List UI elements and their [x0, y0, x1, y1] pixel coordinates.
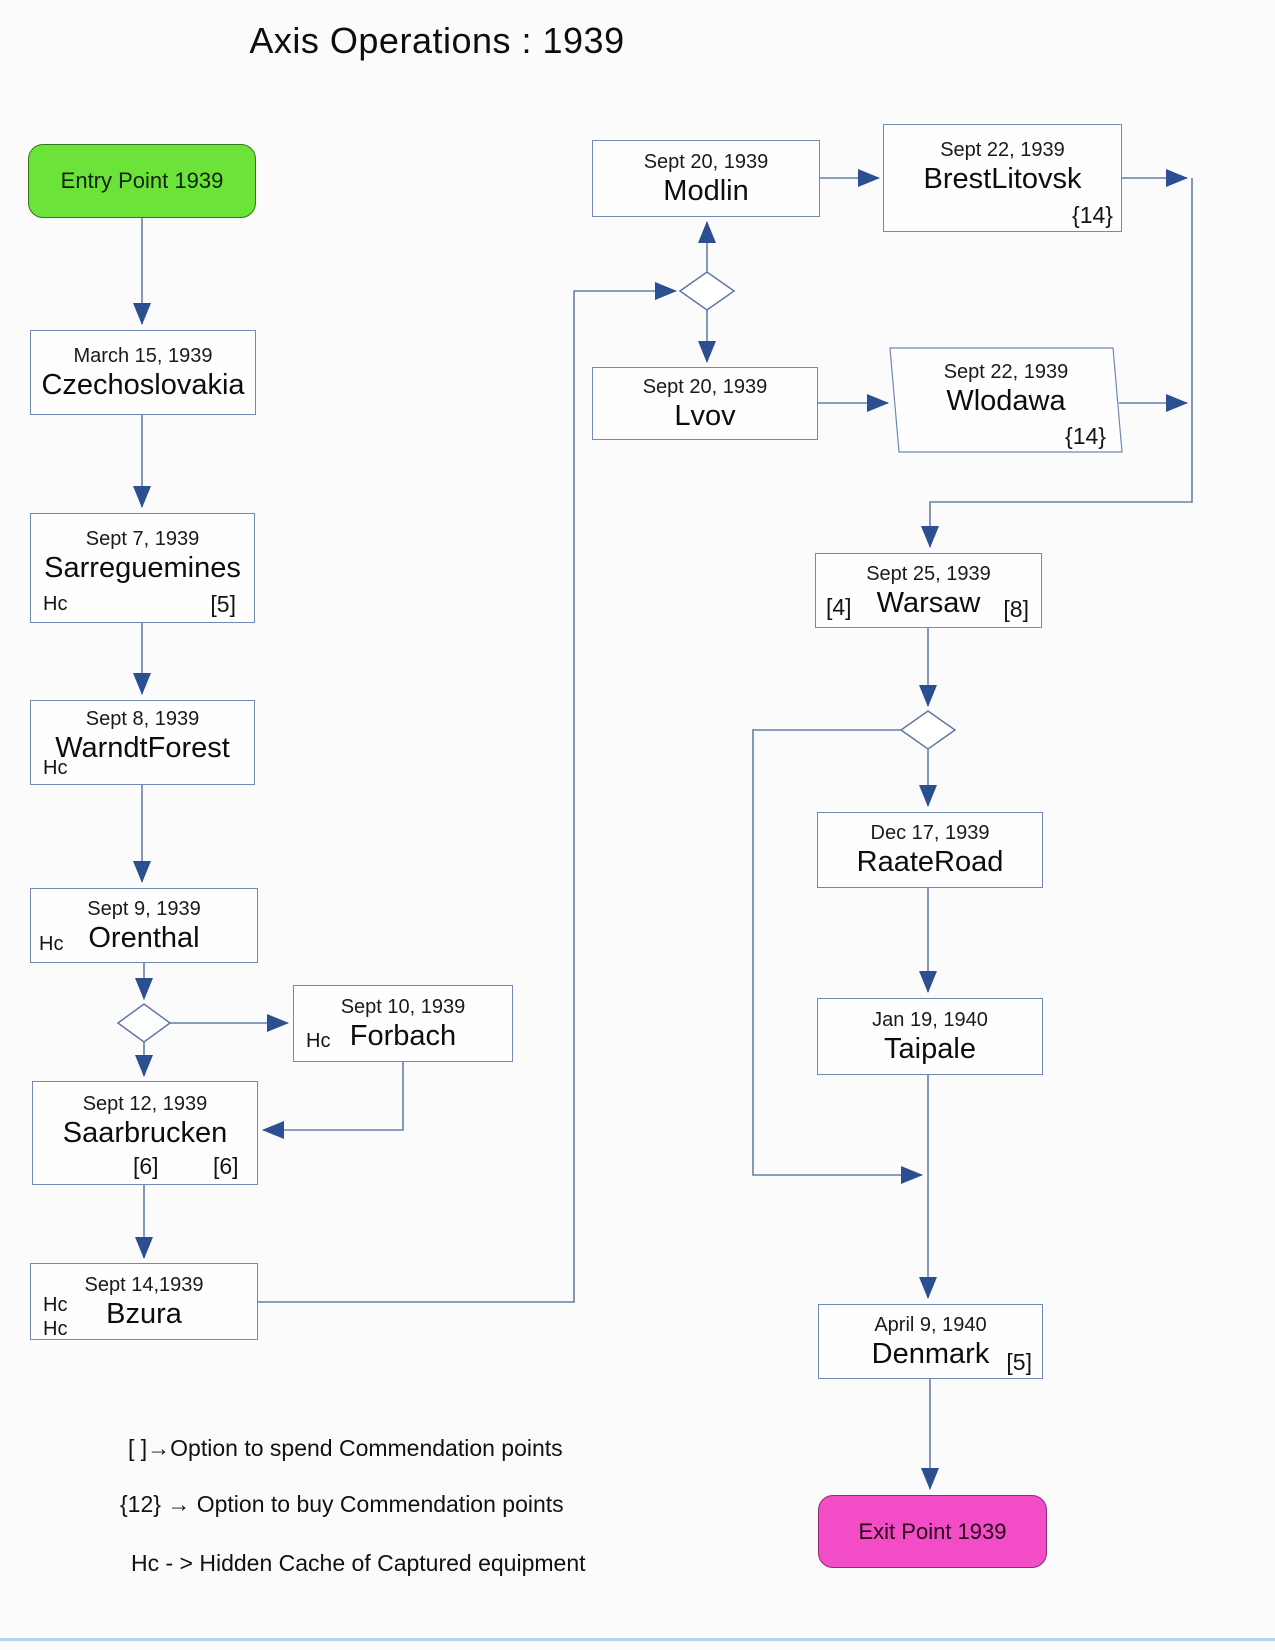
flow-node-brestlitovsk — [883, 124, 1122, 232]
node-date: Sept 25, 1939 — [866, 562, 991, 585]
bottom-divider — [0, 1638, 1275, 1641]
hidden-cache-tag: Hc — [43, 1318, 68, 1340]
node-name: Taipale — [884, 1032, 976, 1065]
node-name: Bzura — [106, 1297, 182, 1330]
decision-diamond-warsaw — [901, 711, 955, 749]
edge-diamond3-skip-loop — [753, 730, 922, 1175]
node-date: Sept 8, 1939 — [85, 707, 200, 730]
flow-node-czechoslovakia — [30, 330, 256, 415]
spend-points-tag: [4] — [826, 594, 852, 620]
node-name: Orenthal — [88, 921, 200, 954]
node-name: RaateRoad — [856, 846, 1004, 878]
flow-node-orenthal — [30, 888, 258, 963]
flow-node-exit-point — [818, 1495, 1047, 1568]
node-date: March 15, 1939 — [73, 344, 213, 367]
entry-point-label: Entry Point 1939 — [60, 168, 224, 193]
node-name: BrestLitovsk — [923, 163, 1082, 195]
hidden-cache-tag: Hc — [306, 1030, 331, 1052]
node-name: Sarreguemines — [44, 552, 241, 584]
hidden-cache-tag: Hc — [39, 933, 64, 955]
node-date: Dec 17, 1939 — [870, 822, 990, 844]
spend-points-tag: [6] — [133, 1153, 159, 1179]
flow-node-warsaw — [815, 553, 1042, 628]
node-name: Denmark — [871, 1337, 990, 1370]
node-date: Sept 9, 1939 — [87, 897, 201, 920]
node-name: Modlin — [663, 174, 749, 207]
node-name: Warsaw — [876, 586, 981, 619]
spend-points-tag: [8] — [1003, 596, 1029, 622]
flow-node-forbach — [293, 985, 513, 1062]
buy-points-tag: {14} — [1065, 423, 1106, 449]
node-name: WarndtForest — [55, 731, 230, 764]
legend-spend-points: [ ]→Option to spend Commendation points — [128, 1435, 563, 1461]
node-date: Sept 7, 1939 — [85, 528, 200, 550]
node-date: Sept 22, 1939 — [943, 361, 1069, 383]
legend-buy-points: {12} → Option to buy Commendation points — [120, 1491, 564, 1517]
hidden-cache-tag: Hc — [43, 757, 68, 779]
flow-node-warndtforest — [30, 700, 255, 785]
node-name: Saarbrucken — [62, 1117, 228, 1149]
page-title: Axis Operations : 1939 — [249, 20, 625, 61]
node-date: Sept 20, 1939 — [642, 375, 768, 398]
decision-diamond-modlin-lvov — [680, 272, 734, 310]
exit-point-label: Exit Point 1939 — [858, 1518, 1007, 1544]
buy-points-tag: {14} — [1072, 202, 1113, 228]
flow-node-taipale — [817, 998, 1043, 1075]
hidden-cache-tag: Hc — [43, 593, 68, 615]
flow-node-lvov — [592, 367, 818, 440]
flow-node-modlin — [592, 140, 820, 217]
decision-diamond-orenthal — [118, 1004, 170, 1042]
edge-forbach-saarbrucken — [263, 1062, 403, 1130]
spend-points-tag: [5] — [1006, 1349, 1032, 1375]
hidden-cache-tag: Hc — [43, 1294, 68, 1316]
node-date: Sept 14,1939 — [84, 1273, 204, 1296]
spend-points-tag: [5] — [210, 591, 236, 617]
node-name: Forbach — [349, 1019, 457, 1052]
node-name: Lvov — [674, 399, 736, 432]
node-date: Jan 19, 1940 — [872, 1008, 988, 1031]
flow-node-saarbrucken — [32, 1081, 258, 1185]
flow-node-entry-point — [28, 144, 256, 218]
node-name: Wlodawa — [946, 385, 1066, 417]
legend-hidden-cache: Hc - > Hidden Cache of Captured equipment — [131, 1550, 586, 1576]
node-name: Czechoslovakia — [41, 368, 245, 401]
edge-bzura-diamond2 — [258, 291, 676, 1302]
flow-node-raateroad — [817, 812, 1043, 888]
flow-node-wlodawa — [890, 348, 1122, 452]
node-date: Sept 10, 1939 — [340, 995, 466, 1018]
node-date: Sept 20, 1939 — [643, 150, 769, 173]
flow-node-denmark — [818, 1304, 1043, 1379]
node-date: Sept 12, 1939 — [82, 1093, 208, 1115]
spend-points-tag: [6] — [213, 1153, 239, 1179]
node-date: Sept 22, 1939 — [940, 139, 1065, 161]
flow-node-bzura — [30, 1263, 258, 1340]
flow-node-sarreguemines — [30, 513, 255, 623]
node-date: April 9, 1940 — [874, 1313, 987, 1336]
